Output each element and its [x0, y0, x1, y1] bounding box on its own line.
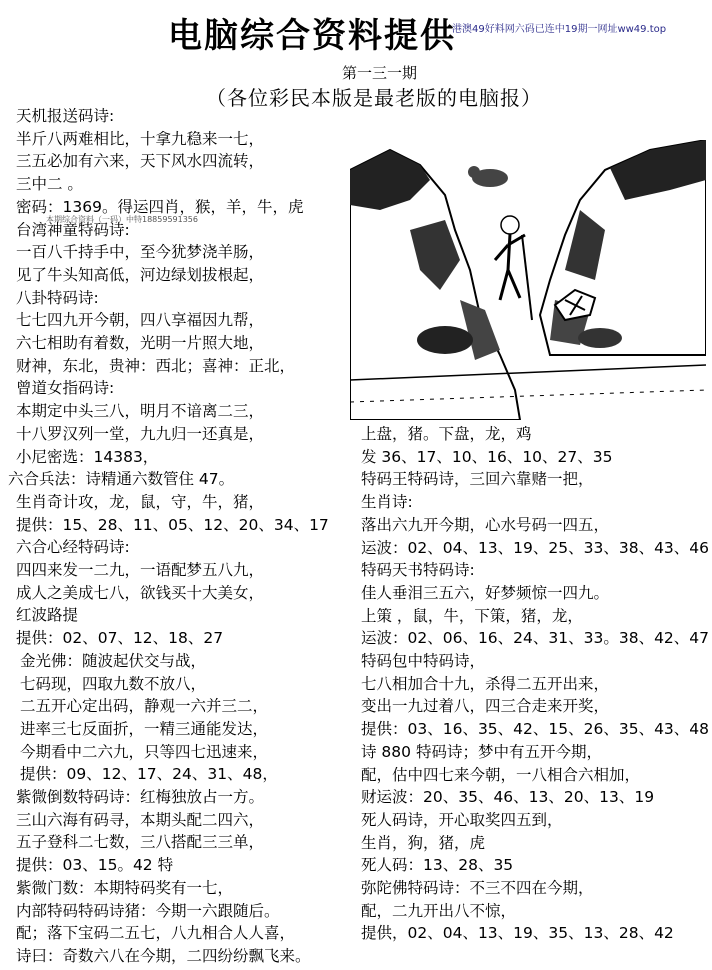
- text-line: 财神，东北，贵神：西北；喜神：正北，: [16, 356, 296, 375]
- text-line: 小尼密选：14383，: [16, 447, 159, 466]
- text-line: 死人码诗，开心取奖四五到，: [361, 810, 563, 829]
- text-line: 特码王特码诗，三回六靠赌一把，: [361, 470, 594, 489]
- text-line: 见了牛头知高低，河边绿划拔根起，: [16, 265, 265, 284]
- text-line: 紫微倒数特码诗：红梅独放占一方。: [16, 788, 265, 806]
- text-line: 提供：02、07、12、18、27: [16, 629, 224, 648]
- text-line: 成人之美成七八，欲钱买十大美女，: [16, 583, 265, 602]
- text-line: 提供：09、12、17、24、31、48，: [20, 765, 278, 784]
- watermark-text: 港澳49好料网六码已连中19期一网址ww49.top: [452, 24, 667, 35]
- text-line: 特码天书特码诗:: [361, 561, 475, 580]
- text-line: 诗 880 特码诗；梦中有五开今期，: [361, 742, 602, 761]
- text-line: 金光佛：随波起伏交与战，: [20, 651, 207, 670]
- text-line: 内部特码特码诗猪：今期一六跟随后。: [16, 901, 280, 920]
- text-line: 三山六海有码寻，本期头配二四六，: [16, 810, 265, 829]
- text-line: 死人码：13、28、35: [361, 856, 514, 875]
- text-line: 上盘，猪。下盘，龙，鸡: [361, 425, 532, 443]
- text-line: 二五开心定出码，静观一六并三二，: [20, 697, 269, 716]
- text-line: 提供：03、16、35、42、15、26、35、43、48: [361, 720, 710, 739]
- text-line: 生肖诗:: [361, 493, 413, 512]
- text-line: 落出六九开今期，心水号码一四五，: [361, 515, 610, 534]
- text-line: 本期定中头三八，明月不谙离二三，: [16, 402, 265, 421]
- text-line: 紫微门数：本期特码奖有一七，: [16, 878, 234, 897]
- text-line: 生肖奇计攻，龙，鼠，守，牛，猪，: [16, 492, 265, 511]
- text-line: 财运波：20、35、46、13、20、13、19: [361, 788, 655, 807]
- text-line: 六合兵法：诗精通六数管住 47。: [8, 470, 235, 489]
- text-line: 运波：02、04、13、19、25、33、38、43、46: [361, 538, 710, 557]
- text-line: 配，估中四七来今朝，一八相合六相加，: [361, 765, 641, 784]
- text-line: 特码包中特码诗，: [361, 652, 486, 670]
- text-line: 今期看中二六九，只等四七迅速来，: [20, 742, 269, 761]
- text-line: 提供：03、15。42 特: [16, 856, 174, 875]
- text-line: 佳人垂泪三五六，好梦频惊一四九。: [361, 583, 610, 602]
- text-line: 七七四九开今朝，四八享福因九帮，: [16, 311, 265, 330]
- text-line: 运波：02、06、16、24、31、33。38、42、47: [361, 629, 710, 648]
- text-line: 提供，02、04、13、19、35、13、28、42: [361, 924, 674, 943]
- text-line: 变出一九过着八，四三合走来开奖，: [361, 697, 610, 716]
- page-subtitle: （各位彩民本版是最老版的电脑报）: [206, 86, 542, 110]
- text-line: 提供：15、28、11、05、12、20、34、17: [16, 515, 329, 534]
- text-line: 诗曰：奇数六八在今期，二四纷纷飘飞来。: [16, 946, 311, 965]
- text-line: 配；落下宝码二五七，八九相合人人喜，: [16, 924, 296, 943]
- text-line: 发 36、17、10、16、10、27、35: [361, 447, 613, 466]
- text-line: 七八相加合十九，杀得二五开出来，: [361, 674, 610, 693]
- text-line: 天机报送码诗:: [16, 107, 115, 125]
- text-line: 生肖，狗，猪，虎: [361, 833, 486, 852]
- text-line: 半斤八两难相比，十拿九稳来一七，: [16, 129, 265, 148]
- text-line: 六合心经特码诗:: [16, 538, 130, 557]
- ravine-illustration: [350, 140, 706, 420]
- text-line: 进率三七反面折，一精三通能发达，: [20, 719, 269, 738]
- text-line: 四四来发一二九，一语配梦五八九，: [16, 561, 265, 579]
- text-line: 弥陀佛特码诗：不三不四在今期，: [361, 879, 594, 897]
- text-line: 八卦特码诗:: [16, 288, 99, 307]
- text-line: 五子登科二七数，三八搭配三三单，: [16, 833, 265, 852]
- stamp-text: 本期综合资料（一码）中特18859591356: [46, 215, 198, 224]
- text-line: 一百八千持手中，至今犹梦浇羊肠，: [16, 243, 265, 262]
- text-line: 十八罗汉列一堂，九九归一还真是，: [16, 424, 265, 443]
- text-line: 上策 ，鼠，牛，下策，猪，龙，: [361, 606, 583, 625]
- text-line: 曾道女指码诗:: [16, 379, 115, 398]
- text-line: 七码现，四取九数不放八，: [20, 674, 207, 693]
- text-line: 六七相助有着数，光明一片照大地，: [16, 334, 265, 352]
- text-line: 台湾神童特码诗:: [16, 220, 130, 239]
- text-line: 密码：1369。得运四肖，猴，羊，牛，虎: [16, 197, 304, 216]
- text-line: 三五必加有六来，天下风水四流转，: [16, 152, 265, 171]
- issue-number: 第一三一期: [342, 64, 418, 82]
- text-line: 三中二 。: [16, 175, 83, 194]
- text-line: 配，二九开出八不惊，: [361, 901, 517, 920]
- page-title: 电脑综合资料提供: [168, 16, 456, 56]
- text-line: 红波路提: [16, 606, 79, 625]
